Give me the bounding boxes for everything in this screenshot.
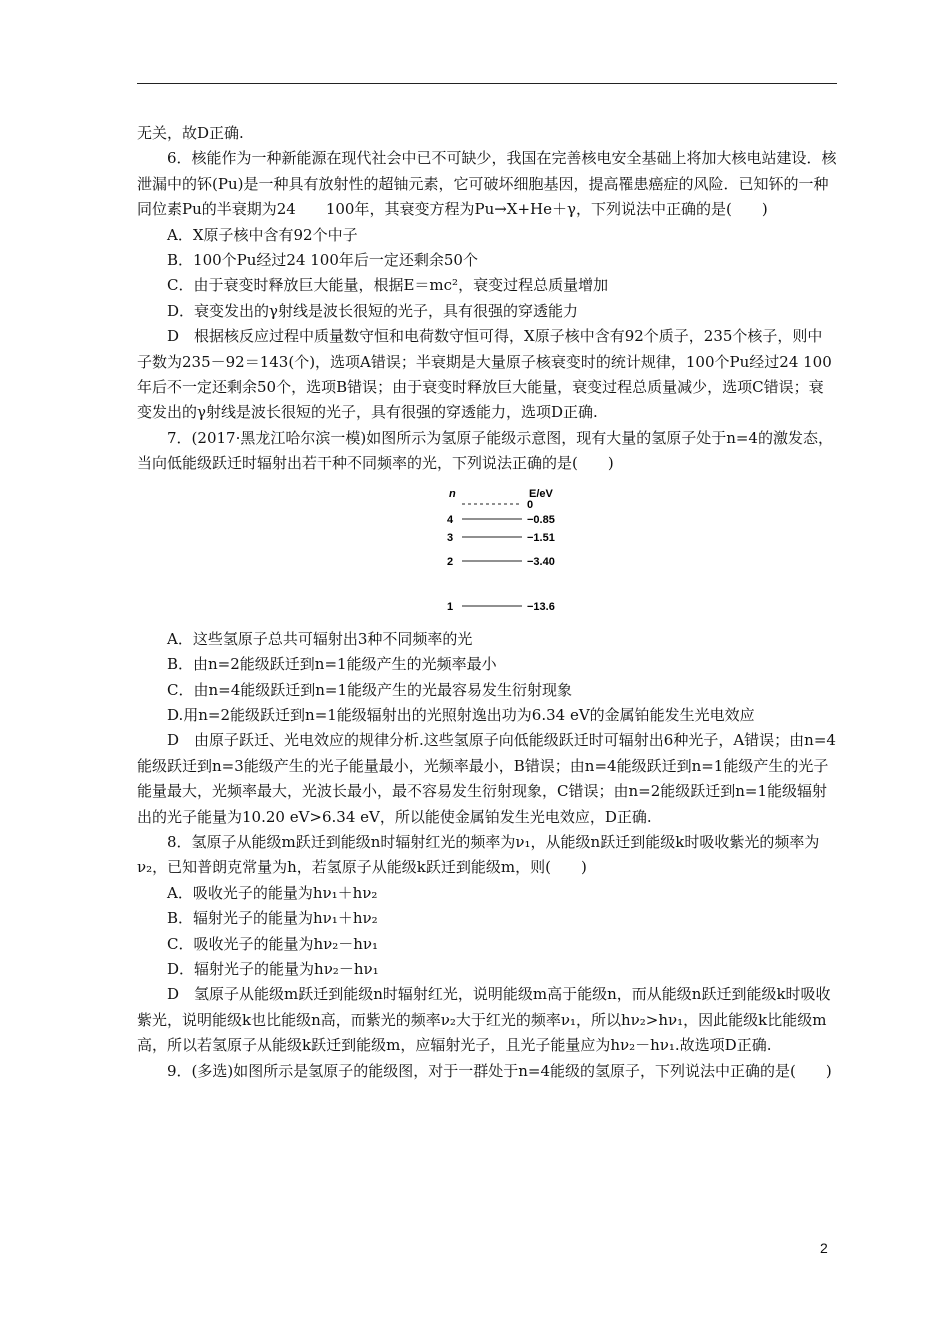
paragraphs-paragraph: B．100个Pu经过24 100年后一定还剩余50个 [167,251,478,270]
paragraphs-paragraph: 6．核能作为一种新能源在现代社会中已不可缺少，我国在完善核电安全基础上将加大核电站建设．核泄漏中的钚(Pu)是一种具有放射性的超铀元素，它可破坏细胞基因，提高罹患癌症的风险．已知钚的一种同位素Pu的半衰期为24 100年，其衰变方程为Pu→X+He＋γ，下列说法中正确的是( ) [137,149,837,219]
energy-level-n-label: 1 [447,600,454,613]
energy-level-value-label: −1.51 [527,531,555,544]
paragraphs2-paragraph: D 氢原子从能级m跃迁到能级n时辐射红光，说明能级m高于能级n，而从能级n跃迁到能级k时吸收紫光，说明能级k也比能级n高，而紫光的频率ν₂大于红光的频率ν₁，所以hν₂>hν₁，因此能级k比能级m高，所以若氢原子从能级k跃迁到能级m，应辐射光子，且光子能量应为hν₂－hν₁.故选项D正确. [137,985,831,1055]
paragraphs2-paragraph: B．由n=2能级跃迁到n=1能级产生的光频率最小 [167,655,497,674]
paragraphs-paragraph: D．衰变发出的γ射线是波长很短的光子，具有很强的穿透能力 [167,301,578,320]
page-number: 2 [820,1240,828,1256]
paragraphs-paragraph: 无关，故D正确. [137,124,244,142]
energy-level-n-label: 3 [447,531,454,544]
diagram-header-n: n [449,487,456,500]
energy-level-n-label: 2 [447,555,454,568]
text-block-bottom [137,627,837,1084]
paragraphs2-paragraph: A．吸收光子的能量为hν₁＋hν₂ [167,883,378,902]
paragraphs2-paragraph: C．由n=4能级跃迁到n=1能级产生的光最容易发生衍射现象 [167,680,573,699]
energy-level-value-label: 0 [527,498,534,511]
text-block-top [137,121,837,477]
energy-level-value-label: −0.85 [527,513,555,526]
paragraphs-paragraph: 7．(2017·黑龙江哈尔滨一模)如图所示为氢原子能级示意图，现有大量的氢原子处于n=4的激发态，当向低能级跃迁时辐射出若干种不同频率的光，下列说法正确的是( ) [137,428,833,473]
paragraphs-paragraph: A．X原子核中含有92个中子 [167,225,358,244]
paragraphs-paragraph: C．由于衰变时释放巨大能量，根据E＝mc²，衰变过程总质量增加 [167,276,609,295]
paragraphs2-paragraph: C．吸收光子的能量为hν₂－hν₁ [167,934,379,953]
paragraphs2-paragraph: D 由原子跃迁、光电效应的规律分析.这些氢原子向低能级跃迁时可辐射出6种光子，A错误；由n=4能级跃迁到n=3能级产生的光子能量最小，光频率最小，B错误；由n=4能级跃迁到n=1能级产生的光子能量最大，光频率最大，光波长最小，最不容易发生衍射现象，C错误；由n=2能级跃迁到n=1能级辐射出的光子能量为10.20 eV>6.34 eV，所以能使金属铂发生光电效应，D正确. [137,731,836,826]
paragraphs2-paragraph: 8．氢原子从能级m跃迁到能级n时辐射红光的频率为ν₁，从能级n跃迁到能级k时吸收紫光的频率为ν₂，已知普朗克常量为h，若氢原子从能级k跃迁到能级m，则( ) [137,832,820,877]
energy-level-n-label: 4 [447,513,454,526]
paragraphs2-paragraph: A．这些氢原子总共可辐射出3种不同频率的光 [167,629,473,648]
paragraphs2-paragraph: 9．(多选)如图所示是氢原子的能级图，对于一群处于n=4能级的氢原子，下列说法中正确的是( ) [167,1061,832,1080]
energy-level-svg [137,481,837,621]
header-rule [137,83,837,84]
energy-level-value-label: −3.40 [527,555,555,568]
page-body [137,121,837,1084]
paragraphs2-paragraph: D.用n=2能级跃迁到n=1能级辐射出的光照射逸出功为6.34 eV的金属铂能发生光电效应 [167,705,755,724]
paragraphs-paragraph: D 根据核反应过程中质量数守恒和电荷数守恒可得，X原子核中含有92个质子，235个核子，则中子数为235－92＝143(个)，选项A错误；半衰期是大量原子核衰变时的统计规律，100个Pu经过24 100年后不一定还剩余50个，选项B错误；由于衰变时释放巨大能量，衰变过程总质量减少，选项C错误；衰变发出的γ射线是波长很短的光子，具有很强的穿透能力，选项D正确. [137,327,832,422]
paragraphs2-paragraph: B．辐射光子的能量为hν₁＋hν₂ [167,909,378,928]
energy-level-value-label: −13.6 [527,600,555,613]
diagram-header-e: E/eV [529,487,553,500]
paragraphs2-paragraph: D．辐射光子的能量为hν₂－hν₁ [167,959,379,978]
energy-level-diagram [137,481,837,621]
